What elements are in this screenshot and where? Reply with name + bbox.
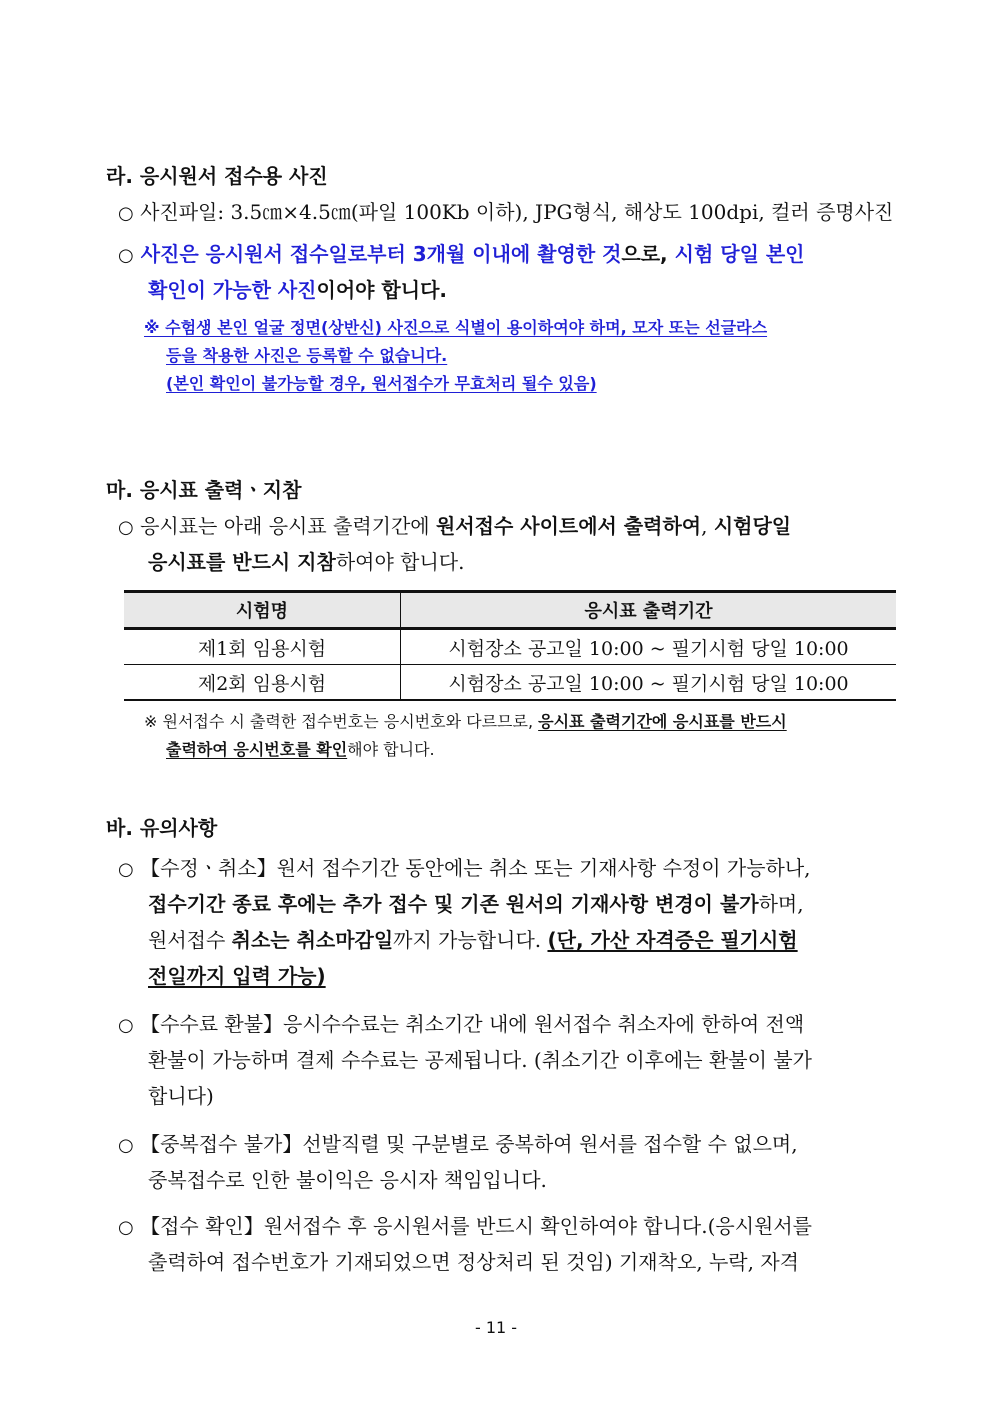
item2-blue-text-2: 시험 당일 본인 — [674, 242, 805, 266]
item-bold-text: 접수기간 종료 후에는 추가 접수 및 기존 원서의 기재사항 변경이 불가 — [148, 892, 759, 916]
item-text: 【중복접수 불가】선발직렬 및 구분별로 중복하여 원서를 접수할 수 없으며, — [140, 1132, 798, 1156]
section-ma-intro-line2 — [148, 552, 464, 572]
section-ba-item4-line1 — [118, 1216, 812, 1237]
section-ba-item1-line4 — [148, 966, 326, 986]
item-text: 【수정ㆍ취소】원서 접수기간 동안에는 취소 또는 기재사항 수정이 가능하나, — [140, 856, 811, 880]
intro-text: 응시표는 아래 응시표 출력기간에 — [140, 514, 436, 538]
section-ba-item1-line3 — [148, 930, 798, 950]
intro-comma: , — [701, 514, 714, 538]
bullet-circle: ○ — [118, 1217, 134, 1238]
section-ra-note-line1: ※ 수험생 본인 얼굴 정면(상반신) 사진으로 식별이 용이하여야 하며, 모자 또는 선글라스 — [144, 318, 768, 337]
section-ra-note-line3: (본인 확인이 불가능할 경우, 원서접수가 무효처리 될수 있음) — [166, 374, 597, 393]
bullet-circle: ○ — [118, 517, 134, 538]
item-bold-text: 취소는 취소마감일 — [231, 928, 394, 952]
bullet-circle: ○ — [118, 1015, 134, 1036]
section-ma-note-line1 — [144, 714, 787, 730]
table-row — [124, 629, 896, 665]
table-cell-period: 시험장소 공고일 10:00 ~ 필기시험 당일 10:00 — [401, 665, 897, 701]
table-cell-exam: 제1회 임용시험 — [124, 629, 401, 665]
item2-blue-text: 사진은 응시원서 접수일로부터 3개월 이내에 촬영한 것 — [140, 242, 622, 266]
section-ba-item2-line1 — [118, 1014, 804, 1035]
section-ba-item3-line1 — [118, 1134, 798, 1155]
page-number: - 11 - — [474, 1318, 518, 1337]
item-text: 원서접수 — [148, 928, 232, 952]
section-ma-intro-line1 — [118, 516, 791, 537]
item-text: 【수수료 환불】응시수수료는 취소기간 내에 원서접수 취소자에 한하여 전액 — [140, 1012, 805, 1036]
item1-text: 사진파일: 3.5㎝×4.5㎝(파일 100Kb 이하), JPG형식, 해상도 100dpi, 컬러 증명사진 — [140, 200, 894, 224]
table-cell-period: 시험장소 공고일 10:00 ~ 필기시험 당일 10:00 — [401, 629, 897, 665]
intro-bold-text: 원서접수 사이트에서 출력하여 — [436, 514, 702, 538]
item-text: 하며, — [758, 892, 804, 916]
section-ba-item2-line3: 합니다) — [148, 1084, 214, 1108]
intro-text-2: 하여야 합니다. — [335, 550, 465, 574]
table-row — [124, 665, 896, 701]
bullet-circle: ○ — [118, 245, 134, 266]
item-bold-underline-2: 전일까지 입력 가능) — [148, 964, 326, 988]
section-ba-item1-line1 — [118, 858, 811, 879]
admission-ticket-table — [124, 590, 896, 701]
section-ba-item2-line2: 환불이 가능하며 결제 수수료는 공제됩니다. (취소기간 이후에는 환불이 불가 — [148, 1048, 812, 1072]
section-ba-title: 바. 유의사항 — [106, 816, 218, 840]
item2-blue-text-3: 확인이 가능한 사진 — [148, 278, 317, 302]
intro-bold-text-2: 시험당일 — [713, 514, 792, 538]
section-ra-item1 — [118, 202, 893, 223]
note-bold-underline-2: 출력하여 응시번호를 확인 — [166, 740, 348, 759]
section-ra-item2-line2 — [148, 280, 447, 300]
item-text: 까지 가능합니다. — [393, 928, 548, 952]
section-ba-item1-line2 — [148, 894, 804, 914]
table-header-row — [124, 592, 896, 629]
section-ra-note-line2: 등을 착용한 사진은 등록할 수 없습니다. — [166, 346, 448, 365]
table-header-exam: 시험명 — [124, 592, 401, 629]
section-ra-item2-line1 — [118, 244, 805, 265]
table-cell-exam: 제2회 임용시험 — [124, 665, 401, 701]
item-text: 【접수 확인】원서접수 후 응시원서를 반드시 확인하여야 합니다.(응시원서를 — [140, 1214, 812, 1238]
table-header-period: 응시표 출력기간 — [401, 592, 897, 629]
bullet-circle: ○ — [118, 859, 134, 880]
item2-black-text-2: 이어야 합니다. — [316, 278, 447, 302]
note-text: ※ 원서접수 시 출력한 접수번호는 응시번호와 다르므로, — [144, 712, 539, 731]
intro-bold-text-3: 응시표를 반드시 지참 — [148, 550, 336, 574]
section-ba-item4-line2: 출력하여 접수번호가 기재되었으면 정상처리 된 것임) 기재착오, 누락, 자격 — [148, 1250, 799, 1274]
section-ra-title: 라. 응시원서 접수용 사진 — [106, 164, 328, 188]
note-bold-underline: 응시표 출력기간에 응시표를 반드시 — [538, 712, 787, 731]
note-text-2: 해야 합니다. — [347, 740, 435, 759]
bullet-circle: ○ — [118, 1135, 134, 1156]
item2-black-text: 으로, — [621, 242, 668, 266]
section-ma-title: 마. 응시표 출력ㆍ지참 — [106, 478, 302, 502]
section-ba-item3-line2: 중복접수로 인한 불이익은 응시자 책임입니다. — [148, 1168, 547, 1192]
section-ma-note-line2 — [166, 742, 435, 758]
bullet-circle: ○ — [118, 203, 134, 224]
item-bold-underline: (단, 가산 자격증은 필기시험 — [547, 928, 798, 952]
